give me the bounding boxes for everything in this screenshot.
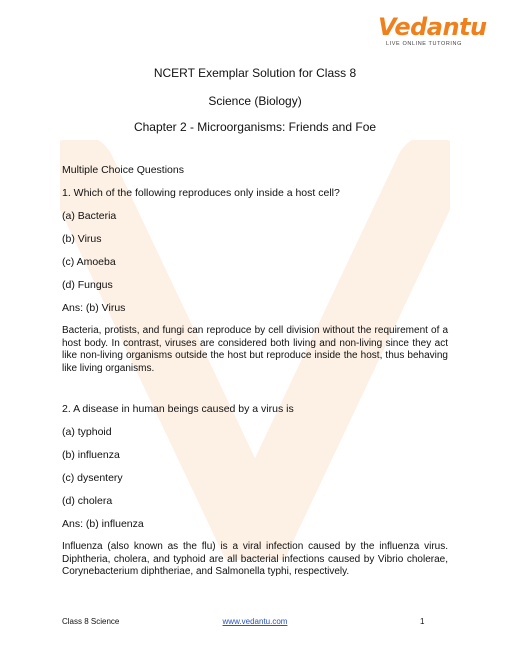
page-number: 1 bbox=[420, 617, 425, 626]
question-1-text: 1. Which of the following reproduces only inside a host cell? bbox=[62, 187, 340, 199]
footer-website-link[interactable]: www.vedantu.com bbox=[222, 617, 288, 626]
question-2-text: 2. A disease in human beings caused by a virus is bbox=[62, 403, 294, 415]
question-1-option-b: (b) Virus bbox=[62, 233, 102, 245]
question-2-answer: Ans: (b) influenza bbox=[62, 518, 144, 530]
section-title: Multiple Choice Questions bbox=[62, 164, 184, 176]
question-1-option-d: (d) Fungus bbox=[62, 279, 113, 291]
question-2-explanation: Influenza (also known as the flu) is a viral infection caused by the influenza virus. Diphtheria, cholera, and typhoid are all bacterial infections caused by Vibrio cholerae, Corynebacterium diphtheriae, and Salmonella typhi, respectively. bbox=[62, 541, 448, 577]
question-1-explanation: Bacteria, protists, and fungi can reproduce by cell division without the requirement of a host body. In contrast, viruses are considered both living and non-living since they act like non-living organisms outside the host but reproduce inside the host, thus behaving like living organisms. bbox=[62, 325, 448, 374]
footer-class-label: Class 8 Science bbox=[62, 617, 120, 626]
question-1-option-c: (c) Amoeba bbox=[62, 256, 116, 268]
subject-title: Science (Biology) bbox=[208, 94, 302, 108]
question-2-option-c: (c) dysentery bbox=[62, 472, 123, 484]
vedantu-logo bbox=[378, 13, 487, 56]
document-body bbox=[62, 164, 448, 589]
question-1-option-a: (a) Bacteria bbox=[62, 210, 117, 222]
document-title: NCERT Exemplar Solution for Class 8 bbox=[153, 66, 357, 80]
question-2-option-d: (d) cholera bbox=[62, 495, 113, 507]
logo-wordmark: Vedantu bbox=[378, 13, 487, 41]
question-1-answer: Ans: (b) Virus bbox=[62, 302, 126, 314]
chapter-title: Chapter 2 - Microorganisms: Friends and Foe bbox=[133, 120, 377, 134]
logo-tagline: LIVE ONLINE TUTORING bbox=[386, 41, 462, 47]
question-2-option-b: (b) influenza bbox=[62, 449, 120, 461]
section-spacer bbox=[62, 385, 448, 403]
question-2-option-a: (a) typhoid bbox=[62, 426, 112, 438]
